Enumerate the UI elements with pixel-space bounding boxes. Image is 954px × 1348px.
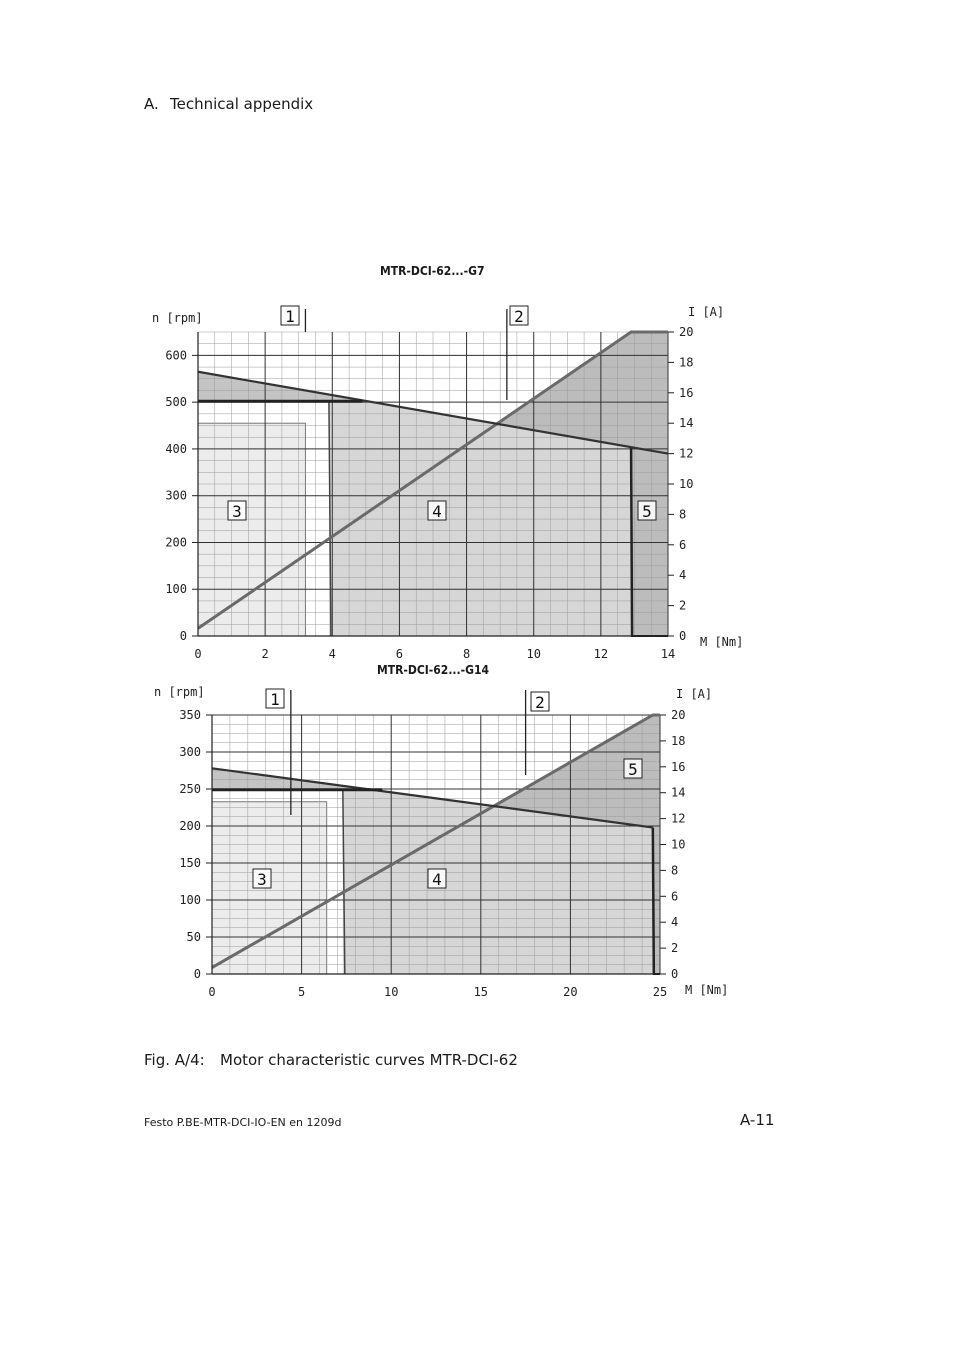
caption-text: Motor characteristic curves MTR-DCI-62: [220, 1051, 518, 1069]
x-axis-label: M [Nm]: [685, 983, 729, 997]
chart-0: [152, 305, 743, 661]
y-tick-label: 500: [165, 395, 187, 410]
y2-tick-label: 4: [671, 915, 679, 930]
y2-tick-label: 20: [671, 708, 686, 722]
region-3-label: 3: [232, 502, 242, 521]
y2-axis-label: I [A]: [676, 687, 713, 701]
chart-title-g14: MTR-DCI-62...-G14: [377, 663, 489, 677]
y-tick-label: 300: [179, 745, 201, 759]
chart-1: [154, 685, 728, 999]
region-5-label: 5: [642, 502, 652, 521]
region-5-boundary: [631, 447, 632, 636]
figure-caption: [144, 1051, 518, 1069]
y-tick-label: 100: [165, 582, 187, 597]
y-tick-label: 150: [179, 856, 201, 870]
section-title: Technical appendix: [170, 95, 314, 113]
x-tick-label: 4: [328, 647, 336, 661]
y2-tick-label: 8: [671, 863, 679, 878]
x-tick-label: 25: [652, 985, 668, 999]
y-tick-label: 400: [165, 441, 187, 456]
x-tick-label: 20: [563, 985, 578, 999]
y-tick-label: 0: [179, 629, 187, 643]
footer-page-number: A-11: [740, 1111, 775, 1129]
y2-tick-label: 20: [679, 325, 694, 339]
x-axis-label: M [Nm]: [700, 635, 744, 649]
y-tick-label: 350: [179, 708, 201, 722]
y-tick-label: 200: [179, 819, 201, 833]
region-3-label: 3: [257, 870, 267, 889]
y-tick-label: 300: [165, 488, 187, 503]
section-number: A.: [144, 95, 159, 113]
x-tick-label: 8: [462, 647, 471, 661]
region-4-label: 4: [432, 870, 442, 889]
y2-tick-label: 12: [671, 811, 686, 826]
caption-label: Fig. A/4:: [144, 1051, 205, 1069]
y2-axis-label: I [A]: [688, 305, 725, 319]
region-5-boundary: [653, 827, 654, 974]
y2-tick-label: 8: [679, 507, 687, 522]
y-tick-label: 50: [186, 930, 201, 944]
x-tick-label: 10: [383, 985, 399, 999]
region-2-label: 2: [535, 693, 545, 712]
y2-tick-label: 16: [679, 385, 694, 400]
x-tick-label: 6: [395, 647, 404, 661]
y2-tick-label: 14: [671, 785, 686, 800]
x-tick-label: 15: [473, 985, 489, 999]
y2-tick-label: 2: [671, 941, 679, 956]
y-tick-label: 100: [179, 893, 201, 907]
footer-document-id: Festo P.BE-MTR-DCI-IO-EN en 1209d: [144, 1116, 342, 1129]
x-tick-label: 10: [526, 647, 541, 661]
y2-tick-label: 18: [679, 355, 694, 370]
y-tick-label: 600: [165, 348, 187, 363]
y2-tick-label: 4: [679, 568, 687, 583]
y2-tick-label: 14: [679, 416, 694, 431]
x-tick-label: 14: [660, 647, 676, 661]
y2-tick-label: 0: [671, 967, 679, 981]
y2-tick-label: 16: [671, 759, 686, 774]
region-4-label: 4: [432, 502, 442, 521]
y-axis-label: n [rpm]: [152, 311, 203, 325]
y2-tick-label: 12: [679, 446, 694, 461]
y-tick-label: 200: [165, 535, 187, 550]
y2-tick-label: 10: [671, 837, 686, 852]
region-5-label: 5: [628, 760, 638, 779]
y-tick-label: 250: [179, 782, 201, 796]
region-3-area: [198, 423, 305, 636]
region-1-label: 1: [270, 690, 280, 709]
chart-title-g7: MTR-DCI-62...-G7: [380, 264, 485, 278]
y-tick-label: 0: [193, 967, 201, 981]
y2-tick-label: 6: [679, 537, 687, 552]
x-tick-label: 2: [261, 647, 269, 661]
x-tick-label: 0: [208, 985, 216, 999]
y-axis-label: n [rpm]: [154, 685, 205, 699]
y2-tick-label: 2: [679, 598, 687, 613]
region-2-label: 2: [514, 307, 524, 326]
y2-tick-label: 6: [671, 889, 679, 904]
y2-tick-label: 10: [679, 477, 694, 491]
y2-tick-label: 18: [671, 733, 686, 748]
region-1-label: 1: [285, 307, 295, 326]
y2-tick-label: 0: [679, 629, 687, 643]
x-tick-label: 0: [194, 647, 202, 661]
x-tick-label: 12: [593, 647, 609, 661]
x-tick-label: 5: [297, 985, 306, 999]
